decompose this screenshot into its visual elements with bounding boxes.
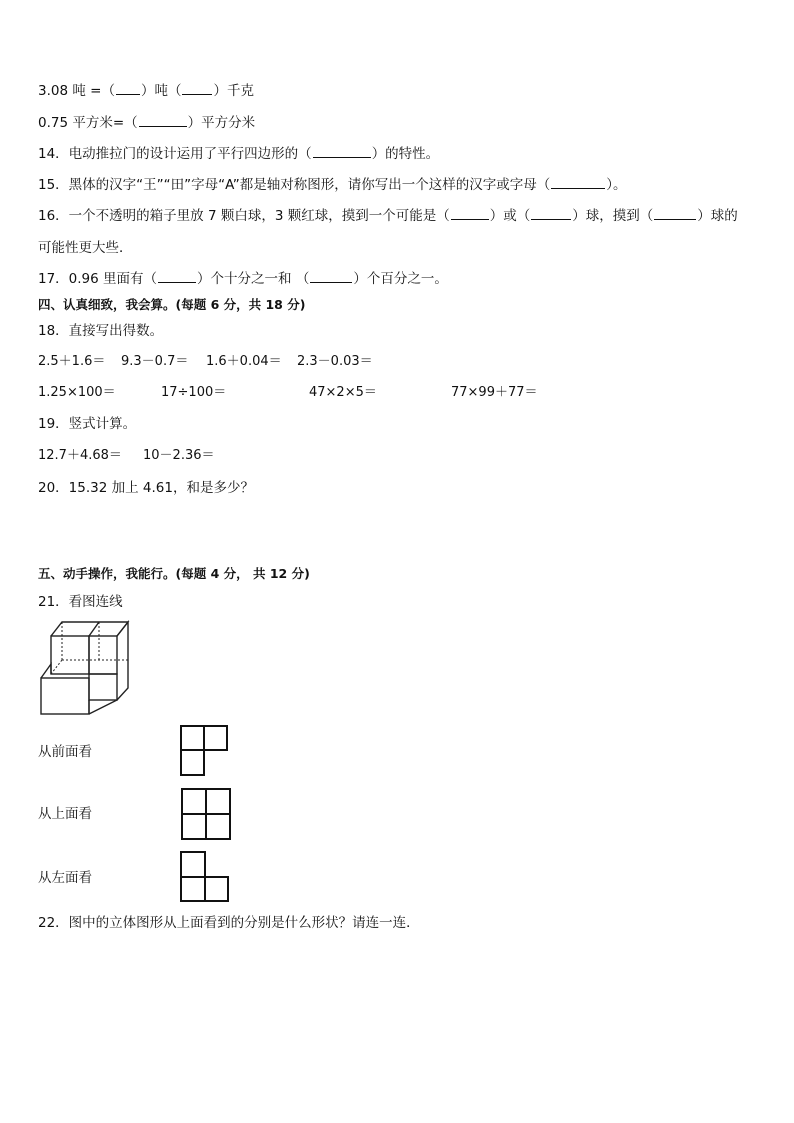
answer-blank[interactable] — [551, 176, 605, 189]
q18-item-1: 2.5＋1.6＝ — [38, 354, 106, 369]
q18-item-4: 2.3－0.03＝ — [297, 354, 373, 369]
answer-blank[interactable] — [654, 207, 696, 220]
q15: 15．黑体的汉字“王”“田”字母“A”都是轴对称图形，请你写出一个这样的汉字或字母（ ）。 — [38, 177, 627, 193]
q22-title: 22．图中的立体图形从上面看到的分别是什么形状？请连一连． — [38, 915, 420, 931]
q20-title: 20．15.32 加上 4.61，和是多少？ — [38, 480, 254, 496]
section-4-title: 四、认真细致，我会算。(每题 6 分，共 18 分) — [38, 297, 306, 312]
view-label-top: 从上面看 — [38, 806, 92, 822]
q19-title: 19．竖式计算。 — [38, 416, 137, 432]
section-5-title: 五、动手操作，我能行。(每题 4 分， 共 12 分) — [38, 566, 310, 581]
q18-item-8: 77×99＋77＝ — [451, 385, 538, 400]
answer-blank[interactable] — [139, 114, 187, 127]
q18-item-6: 17÷100＝ — [161, 385, 227, 400]
q18-item-7: 47×2×5＝ — [309, 385, 377, 400]
answer-blank[interactable] — [313, 145, 371, 158]
q18-item-3: 1.6＋0.04＝ — [206, 354, 282, 369]
answer-blank[interactable] — [116, 82, 140, 95]
answer-blank[interactable] — [451, 207, 489, 220]
q21-title: 21．看图连线 — [38, 594, 123, 610]
q18-item-2: 9.3－0.7＝ — [121, 354, 189, 369]
answer-blank[interactable] — [182, 82, 212, 95]
q19-item-2: 10－2.36＝ — [143, 448, 215, 463]
view-label-front: 从前面看 — [38, 744, 92, 760]
q16-continuation: 可能性更大些． — [38, 240, 133, 256]
q14: 14．电动推拉门的设计运用了平行四边形的（ ）的特性。 — [38, 146, 440, 162]
answer-blank[interactable] — [310, 270, 352, 283]
q17: 17．0.96 里面有（ ）个十分之一和 （ ）个百分之一。 — [38, 271, 448, 287]
answer-blank[interactable] — [531, 207, 571, 220]
q13-line-tons: 3.08 吨 =（ ）吨（ ）千克 — [38, 83, 254, 99]
q18-item-5: 1.25×100＝ — [38, 385, 116, 400]
answer-blank[interactable] — [158, 270, 196, 283]
q19-item-1: 12.7＋4.68＝ — [38, 448, 122, 463]
view-label-left: 从左面看 — [38, 870, 92, 886]
q18-title: 18．直接写出得数。 — [38, 323, 164, 339]
q13-line-area: 0.75 平方米=（ ）平方分米 — [38, 115, 256, 131]
q16: 16．一个不透明的箱子里放 7 颗白球，3 颗红球，摸到一个可能是（ ）或（ ）球，摸到（ ）球的 — [38, 208, 738, 224]
